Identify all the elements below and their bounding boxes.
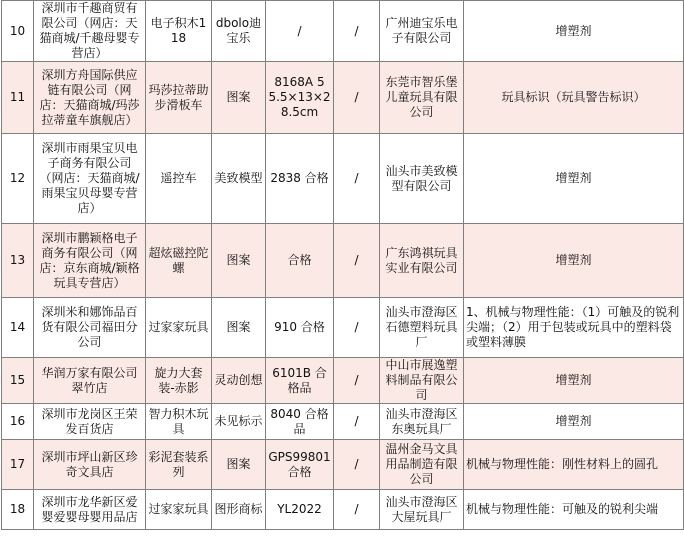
maker-cell-text: 广东鸿祺玩具实业有限公司 bbox=[385, 245, 458, 275]
issue-cell-text: 增塑剂 bbox=[555, 373, 592, 387]
issue-cell bbox=[464, 1, 684, 62]
row-number bbox=[2, 1, 34, 62]
table-row bbox=[2, 358, 684, 404]
maker-cell-text: 温州金马文具用品制造有限公司 bbox=[385, 442, 458, 486]
company-cell bbox=[34, 1, 146, 62]
table-row bbox=[2, 404, 684, 440]
spec-cell bbox=[266, 358, 334, 404]
issue-cell bbox=[464, 62, 684, 134]
spec-cell bbox=[266, 1, 334, 62]
date-cell bbox=[334, 134, 380, 224]
company-cell-text: 深圳市坪山新区珍奇文具店 bbox=[41, 449, 138, 479]
date-cell bbox=[334, 298, 380, 358]
product-cell-text: 玛莎拉蒂助步滑板车 bbox=[148, 82, 209, 112]
spec-cell bbox=[266, 298, 334, 358]
issue-cell-text: 机械与物理性能：可触及的锐利尖端 bbox=[466, 502, 659, 516]
row-number-text: 10 bbox=[9, 23, 26, 38]
brand-cell bbox=[212, 298, 266, 358]
company-cell-text: 深圳市雨果宝贝电子商务有限公司（网店：天猫商城/雨果宝贝母婴专营店） bbox=[39, 141, 140, 215]
product-cell-text: 智力积木玩具 bbox=[148, 406, 209, 436]
maker-cell bbox=[380, 224, 464, 298]
spec-cell-text: 8040 合格品 bbox=[270, 406, 329, 436]
row-number bbox=[2, 224, 34, 298]
maker-cell bbox=[380, 134, 464, 224]
issue-cell bbox=[464, 134, 684, 224]
maker-cell bbox=[380, 62, 464, 134]
spec-cell-text: 合格 bbox=[287, 253, 312, 267]
company-cell-text: 深圳方舟国际供应链有限公司（网店：天猫商城/玛莎拉蒂童车旗舰店） bbox=[39, 67, 140, 127]
issue-cell-text: 增塑剂 bbox=[555, 253, 592, 267]
row-number bbox=[2, 358, 34, 404]
spec-cell-text: 910 合格 bbox=[274, 320, 325, 334]
issue-cell-text: 增塑剂 bbox=[555, 171, 592, 185]
product-cell-text: 遥控车 bbox=[160, 171, 197, 185]
row-number-text: 15 bbox=[9, 373, 26, 387]
maker-cell-text: 汕头市澄海区大屋玩具厂 bbox=[385, 494, 458, 524]
row-number-text: 17 bbox=[9, 457, 26, 471]
company-cell-text: 深圳米和娜饰品百货有限公司福田分公司 bbox=[41, 305, 138, 349]
spec-cell-text: / bbox=[297, 23, 302, 38]
table-row bbox=[2, 224, 684, 298]
brand-cell-text: dbolo迪宝乐 bbox=[215, 16, 262, 45]
brand-cell bbox=[212, 1, 266, 62]
company-cell bbox=[34, 440, 146, 490]
issue-cell bbox=[464, 404, 684, 440]
issue-cell-text: 机械与物理性能：刚性材料上的圆孔 bbox=[466, 457, 659, 471]
spec-cell-text: 2838 合格 bbox=[270, 171, 329, 185]
product-cell bbox=[146, 440, 212, 490]
spec-cell-text: 6101B 合格品 bbox=[272, 365, 327, 395]
row-number bbox=[2, 440, 34, 490]
spec-cell bbox=[266, 440, 334, 490]
issue-cell-text: 玩具标识（玩具警告标识） bbox=[501, 90, 646, 104]
product-cell-text: 旋力大套装-赤影 bbox=[154, 365, 203, 395]
product-cell bbox=[146, 1, 212, 62]
date-cell-text: / bbox=[354, 320, 359, 334]
brand-cell-text: 图形商标 bbox=[214, 502, 263, 516]
inspection-results-table bbox=[1, 0, 684, 530]
brand-cell-text: 图案 bbox=[226, 253, 251, 267]
brand-cell-text: 图案 bbox=[226, 320, 251, 334]
product-cell-text: 彩泥套装系列 bbox=[148, 449, 209, 479]
product-cell-text: 过家家玩具 bbox=[148, 502, 209, 516]
company-cell-text: 深圳市千趣商贸有限公司（网店：天猫商城/千趣母婴专营店） bbox=[39, 1, 140, 60]
maker-cell bbox=[380, 358, 464, 404]
date-cell bbox=[334, 358, 380, 404]
brand-cell-text: 未见标示 bbox=[214, 414, 263, 428]
product-cell-text: 过家家玩具 bbox=[148, 320, 209, 334]
company-cell bbox=[34, 224, 146, 298]
company-cell-text: 深圳市龙岗区王荣发百货店 bbox=[41, 406, 138, 436]
issue-cell-text: 1、机械与物理性能：（1）可触及的锐利尖端；（2）用于包装或玩具中的塑料袋或塑料薄膜 bbox=[466, 305, 680, 349]
issue-cell-text: 增塑剂 bbox=[555, 23, 592, 38]
table-row bbox=[2, 1, 684, 62]
brand-cell bbox=[212, 358, 266, 404]
row-number bbox=[2, 134, 34, 224]
product-cell bbox=[146, 62, 212, 134]
maker-cell bbox=[380, 490, 464, 530]
maker-cell-text: 中山市展逸塑料制品有限公司 bbox=[385, 358, 458, 402]
maker-cell bbox=[380, 440, 464, 490]
table-row bbox=[2, 134, 684, 224]
spec-cell-text: 8168A 5 5.5×13×28.5cm bbox=[268, 75, 331, 119]
product-cell-text: 电子积木118 bbox=[150, 16, 207, 45]
spec-cell bbox=[266, 224, 334, 298]
date-cell bbox=[334, 1, 380, 62]
table-body bbox=[2, 1, 684, 530]
brand-cell-text: 图案 bbox=[226, 90, 251, 104]
company-cell bbox=[34, 404, 146, 440]
row-number-text: 18 bbox=[9, 502, 26, 516]
product-cell-text: 超炫磁控陀螺 bbox=[148, 245, 209, 275]
row-number bbox=[2, 62, 34, 134]
company-cell bbox=[34, 62, 146, 134]
brand-cell bbox=[212, 404, 266, 440]
row-number-text: 11 bbox=[9, 90, 26, 104]
date-cell-text: / bbox=[354, 457, 359, 471]
product-cell bbox=[146, 298, 212, 358]
product-cell bbox=[146, 134, 212, 224]
date-cell bbox=[334, 490, 380, 530]
issue-cell bbox=[464, 298, 684, 358]
spec-cell bbox=[266, 134, 334, 224]
company-cell bbox=[34, 358, 146, 404]
date-cell bbox=[334, 440, 380, 490]
date-cell-text: / bbox=[354, 90, 359, 104]
maker-cell-text: 汕头市澄海区石德塑料玩具厂 bbox=[385, 305, 458, 349]
row-number-text: 12 bbox=[9, 171, 26, 185]
issue-cell bbox=[464, 224, 684, 298]
issue-cell bbox=[464, 490, 684, 530]
brand-cell bbox=[212, 440, 266, 490]
maker-cell-text: 广州迪宝乐电子有限公司 bbox=[385, 16, 458, 45]
date-cell-text: / bbox=[354, 502, 359, 516]
company-cell bbox=[34, 134, 146, 224]
spec-cell bbox=[266, 404, 334, 440]
row-number bbox=[2, 298, 34, 358]
brand-cell bbox=[212, 134, 266, 224]
date-cell-text: / bbox=[354, 253, 359, 267]
brand-cell-text: 图案 bbox=[226, 457, 251, 471]
table-row bbox=[2, 298, 684, 358]
spec-cell bbox=[266, 490, 334, 530]
row-number-text: 16 bbox=[9, 414, 26, 428]
spec-cell-text: GPS99801 合格 bbox=[268, 449, 331, 479]
product-cell bbox=[146, 490, 212, 530]
row-number bbox=[2, 404, 34, 440]
maker-cell-text: 汕头市澄海区东奥玩具厂 bbox=[385, 406, 458, 436]
company-cell-text: 深圳市鹏颖格电子商务有限公司（网店：京东商城/颖格玩具专营店） bbox=[39, 230, 140, 290]
spec-cell bbox=[266, 62, 334, 134]
brand-cell bbox=[212, 490, 266, 530]
issue-cell bbox=[464, 440, 684, 490]
issue-cell-text: 增塑剂 bbox=[555, 414, 592, 428]
table-row bbox=[2, 440, 684, 490]
row-number-text: 13 bbox=[9, 253, 26, 267]
company-cell-text: 华润万家有限公司翠竹店 bbox=[41, 365, 138, 395]
spec-cell-text: YL2022 bbox=[277, 502, 322, 516]
maker-cell-text: 汕头市美致模型有限公司 bbox=[385, 163, 458, 193]
brand-cell-text: 美致模型 bbox=[214, 171, 263, 185]
brand-cell bbox=[212, 224, 266, 298]
maker-cell bbox=[380, 298, 464, 358]
date-cell bbox=[334, 62, 380, 134]
table-row bbox=[2, 490, 684, 530]
date-cell-text: / bbox=[354, 23, 359, 38]
date-cell-text: / bbox=[354, 373, 359, 387]
product-cell bbox=[146, 358, 212, 404]
date-cell bbox=[334, 404, 380, 440]
date-cell-text: / bbox=[354, 171, 359, 185]
row-number bbox=[2, 490, 34, 530]
maker-cell bbox=[380, 1, 464, 62]
row-number-text: 14 bbox=[9, 320, 26, 334]
maker-cell bbox=[380, 404, 464, 440]
company-cell bbox=[34, 298, 146, 358]
issue-cell bbox=[464, 358, 684, 404]
product-cell bbox=[146, 224, 212, 298]
product-cell bbox=[146, 404, 212, 440]
brand-cell-text: 灵动创想 bbox=[214, 373, 263, 387]
company-cell bbox=[34, 490, 146, 530]
table-row bbox=[2, 62, 684, 134]
brand-cell bbox=[212, 62, 266, 134]
date-cell-text: / bbox=[354, 414, 359, 428]
maker-cell-text: 东莞市智乐堡儿童玩具有限公司 bbox=[385, 75, 458, 119]
date-cell bbox=[334, 224, 380, 298]
company-cell-text: 深圳市龙华新区爱婴爱婴母婴用品店 bbox=[41, 494, 138, 524]
